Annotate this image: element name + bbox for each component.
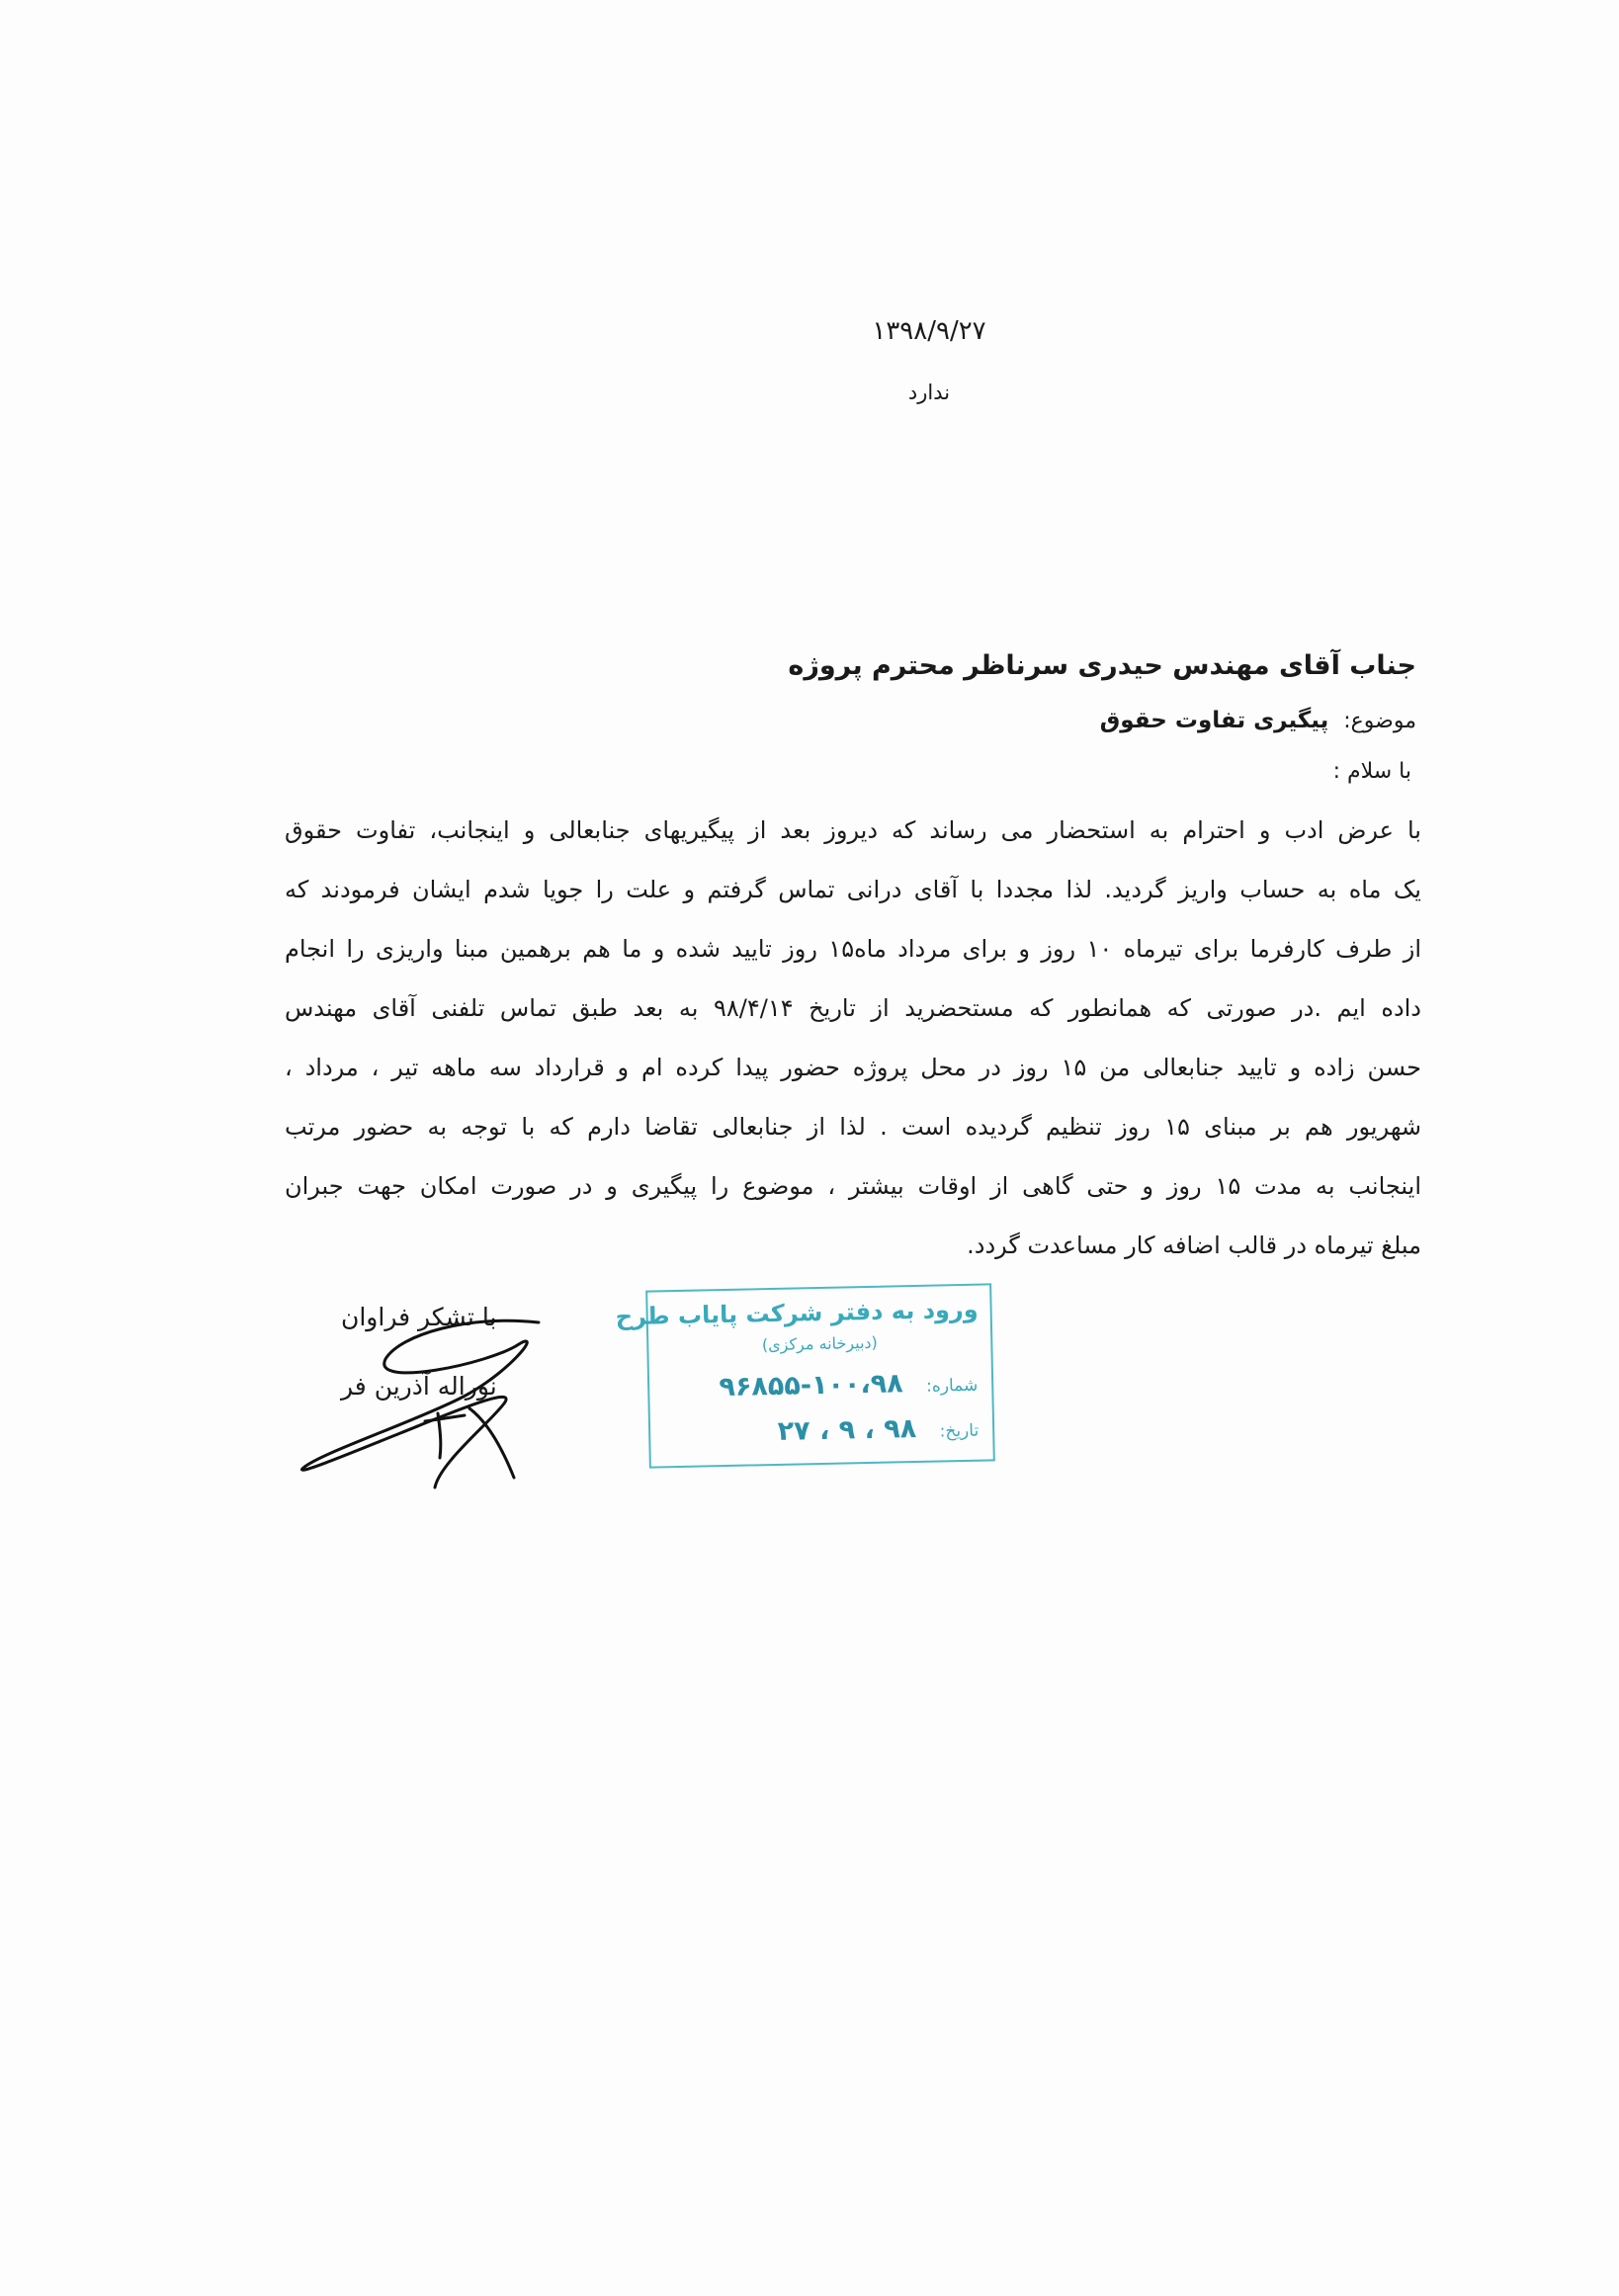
body-line: از طرف کارفرما برای تیرماه ۱۰ روز و برای مرداد ماه۱۵ روز تایید شده و ما هم برهمین مبنا واریزی را انجام [285, 935, 1421, 963]
stamp-title: ورود به دفتر شرکت پایاب طرح [615, 1295, 979, 1331]
signer-name: نوراله آذرین فر [341, 1372, 497, 1401]
subject-value: پیگیری تفاوت حقوق [1099, 708, 1329, 733]
stamp-date-row [777, 1412, 979, 1447]
stamp-number-label: شماره: [925, 1375, 979, 1397]
letter-date: ۱۳۹۸/۹/۲۷ [872, 316, 986, 346]
attachment-status: ندارد [907, 381, 951, 404]
stamp-number-value: ۱۰۰،۹۸-۹۶۸۵۵ [719, 1368, 903, 1403]
body-line: شهریور هم بر مبنای ۱۵ روز تنظیم گردیده است . لذا از جنابعالی تقاضا دارم که با توجه به حضور مرتب [285, 1113, 1421, 1141]
body-line: مبلغ تیرماه در قالب اضافه کار مساعدت گردد. [967, 1232, 1421, 1259]
body-line: با عرض ادب و احترام به استحضار می رساند که دیروز بعد از پیگیریهای جنابعالی و اینجانب، تفاوت حقوق [285, 816, 1421, 844]
subject-label: موضوع: [1343, 709, 1416, 733]
body-line: داده ایم .در صورتی که همانطور که مستحضرید از تاریخ ۹۸/۴/۱۴ به بعد طبق تماس تلفنی آقای مهندس [285, 994, 1421, 1022]
stamp-subtitle: (دبیرخانه مرکزی) [761, 1332, 878, 1355]
greeting: با سلام : [1332, 759, 1411, 784]
handwritten-signature [292, 1305, 588, 1502]
letter-body [285, 801, 1421, 1275]
addressee-line: جناب آقای مهندس حیدری سرناظر محترم پروژه [788, 650, 1416, 681]
body-line: یک ماه به حساب واریز گردید. لذا مجددا با آقای درانی تماس گرفتم و علت را جویا شدم ایشان فرمودند که [285, 876, 1421, 903]
office-entry-stamp [615, 1283, 995, 1468]
body-line: اینجانب به مدت ۱۵ روز و حتی گاهی از اوقات بیشتر ، موضوع را پیگیری و در صورت امکان جهت جبران [285, 1172, 1422, 1200]
stamp-date-label: تاریخ: [939, 1420, 980, 1442]
closing-text: با تشکر فراوان [341, 1303, 497, 1331]
subject-line [724, 708, 1416, 733]
stamp-date-value: ۹۸ ، ۹ ، ۲۷ [777, 1412, 917, 1447]
body-line: حسن زاده و تایید جنابعالی من ۱۵ روز در محل پروژه حضور پیدا کرده ام و قرارداد سه ماهه تیر ، مرداد ، [285, 1054, 1421, 1081]
stamp-number-row [719, 1367, 978, 1403]
